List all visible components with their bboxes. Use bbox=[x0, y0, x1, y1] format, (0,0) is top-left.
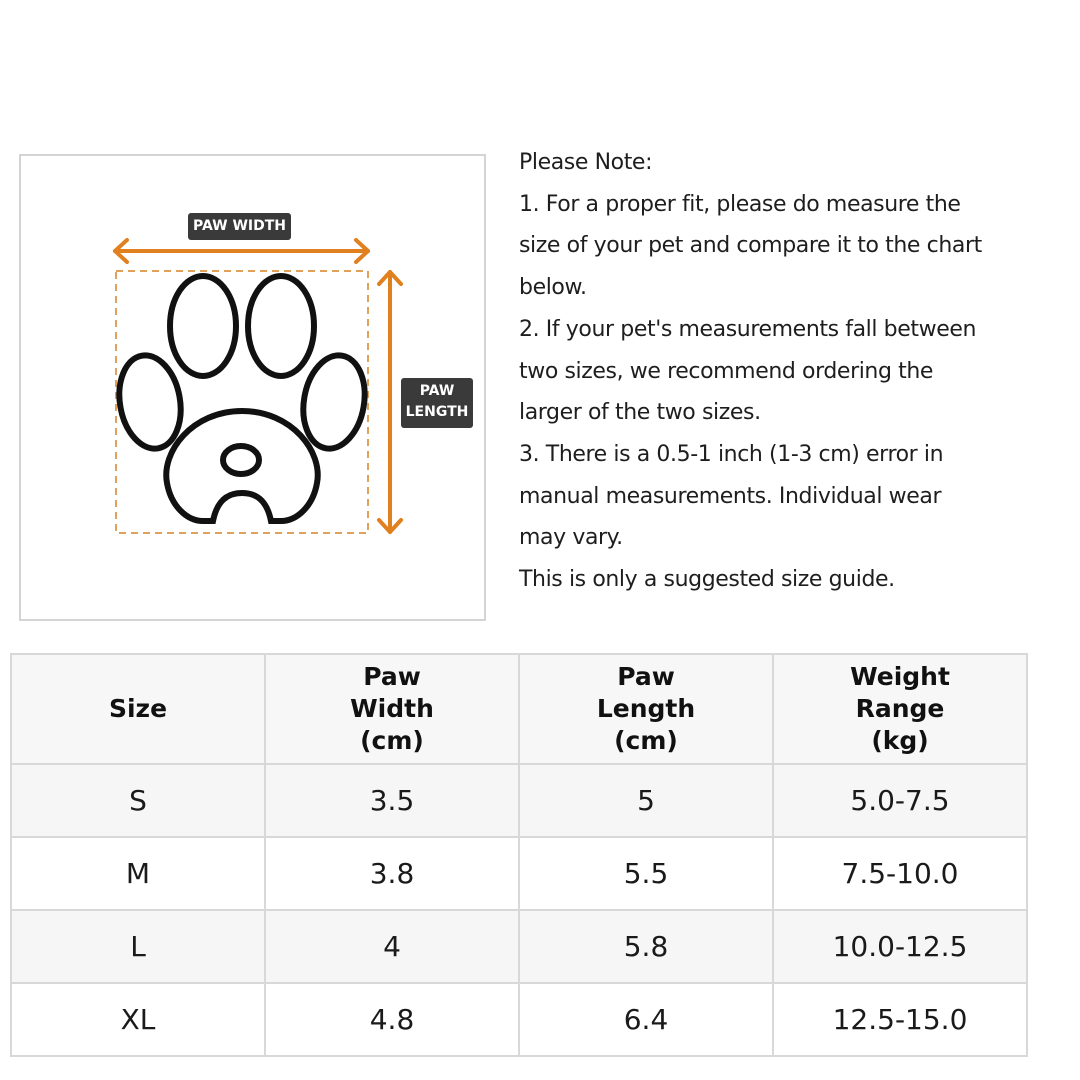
note-line: 1. For a proper fit, please do measure the bbox=[519, 191, 961, 217]
header-line: Width bbox=[350, 694, 434, 723]
header-weight-range bbox=[773, 654, 1027, 764]
cell-size: M bbox=[11, 837, 265, 910]
paw-length-label-line1: PAW bbox=[419, 383, 455, 399]
cell-weight-range: 7.5-10.0 bbox=[773, 837, 1027, 910]
cell-paw-length: 6.4 bbox=[519, 983, 773, 1056]
length-arrow bbox=[379, 272, 401, 532]
header-paw-length bbox=[519, 654, 773, 764]
paw-length-label-line2: LENGTH bbox=[405, 404, 469, 420]
cell-weight-range: 12.5-15.0 bbox=[773, 983, 1027, 1056]
note-line: This is only a suggested size guide. bbox=[519, 567, 895, 593]
table-row bbox=[11, 910, 1027, 983]
cell-size: S bbox=[11, 764, 265, 837]
note-line: 2. If your pet's measurements fall between bbox=[519, 316, 977, 342]
note-line: larger of the two sizes. bbox=[519, 400, 761, 426]
note-line: size of your pet and compare it to the chart bbox=[519, 233, 982, 259]
cell-paw-length: 5.8 bbox=[519, 910, 773, 983]
header-line: Length bbox=[596, 694, 696, 723]
table-row bbox=[11, 764, 1027, 837]
paw-width-label: PAW WIDTH bbox=[188, 213, 291, 240]
header-paw-width bbox=[265, 654, 519, 764]
header-size bbox=[11, 654, 265, 764]
table-row bbox=[11, 837, 1027, 910]
cell-size: L bbox=[11, 910, 265, 983]
header-line: Paw bbox=[617, 662, 675, 691]
size-notes bbox=[519, 142, 1064, 601]
paw-print-icon bbox=[112, 276, 371, 521]
table-header-row bbox=[11, 654, 1027, 764]
note-line: manual measurements. Individual wear bbox=[519, 483, 942, 509]
header-line: Paw bbox=[363, 662, 421, 691]
cell-weight-range: 5.0-7.5 bbox=[773, 764, 1027, 837]
note-line: Please Note: bbox=[519, 150, 653, 175]
note-line: two sizes, we recommend ordering the bbox=[519, 358, 934, 384]
cell-weight-range: 10.0-12.5 bbox=[773, 910, 1027, 983]
cell-paw-length: 5.5 bbox=[519, 837, 773, 910]
note-line: below. bbox=[519, 275, 587, 301]
header-line: (cm) bbox=[614, 726, 678, 755]
table-row bbox=[11, 983, 1027, 1056]
cell-paw-width: 4.8 bbox=[265, 983, 519, 1056]
header-line: (cm) bbox=[360, 726, 424, 755]
cell-paw-width: 3.5 bbox=[265, 764, 519, 837]
header-line: Weight bbox=[850, 662, 950, 691]
note-line: may vary. bbox=[519, 525, 623, 551]
cell-paw-width: 4 bbox=[265, 910, 519, 983]
width-arrow bbox=[115, 240, 368, 262]
header-size-label: Size bbox=[108, 694, 168, 723]
paw-length-label bbox=[401, 378, 473, 428]
cell-size: XL bbox=[11, 983, 265, 1056]
note-line: 3. There is a 0.5-1 inch (1-3 cm) error in bbox=[519, 441, 944, 467]
cell-paw-width: 3.8 bbox=[265, 837, 519, 910]
cell-paw-length: 5 bbox=[519, 764, 773, 837]
header-line: (kg) bbox=[871, 726, 929, 755]
size-chart-table bbox=[10, 653, 1028, 1057]
header-line: Range bbox=[855, 694, 945, 723]
paw-diagram bbox=[19, 154, 486, 621]
